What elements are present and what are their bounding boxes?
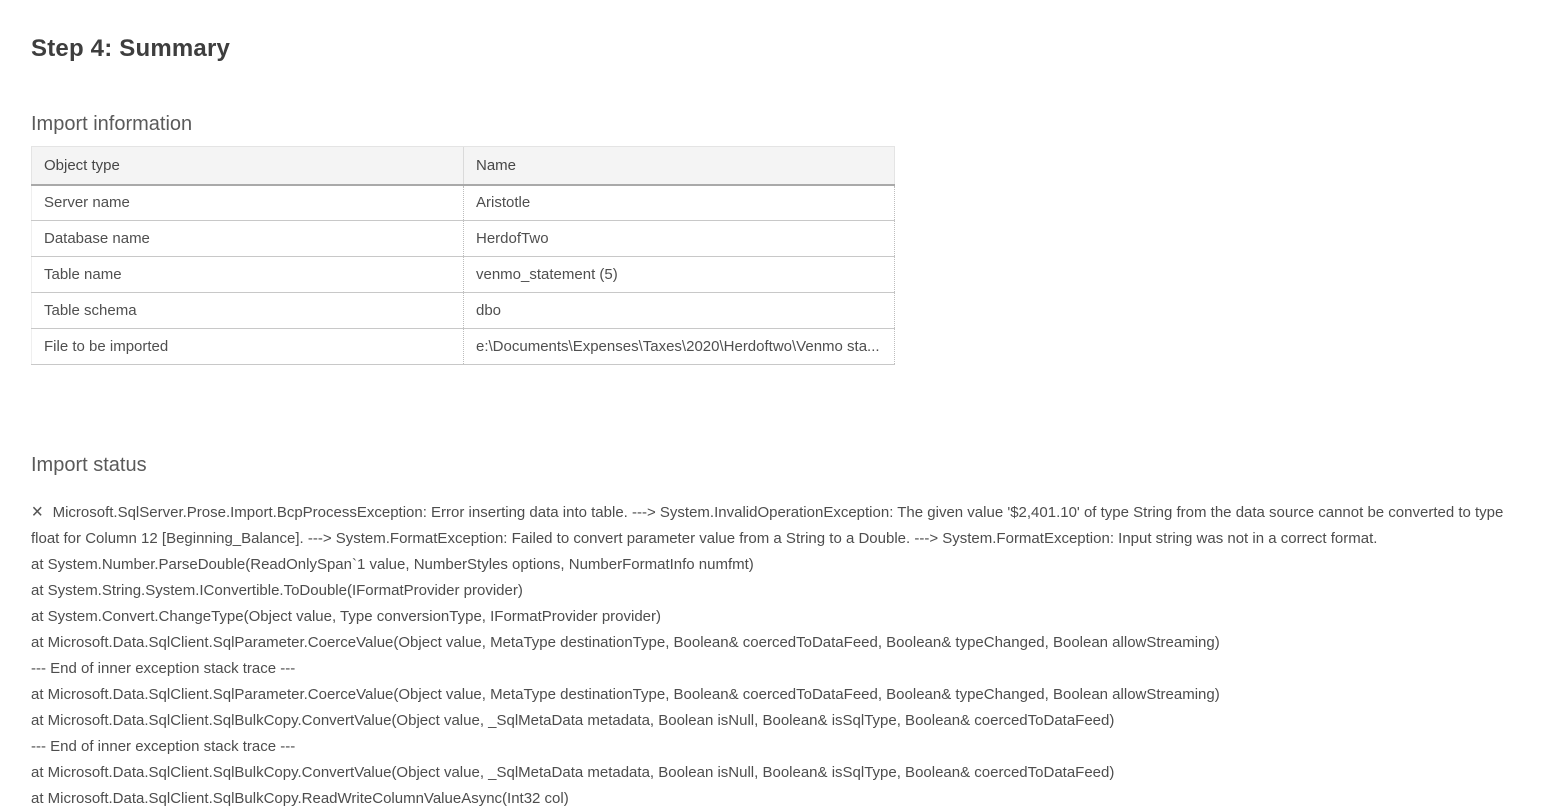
cell-name: e:\Documents\Expenses\Taxes\2020\Herdoftwo\Venmo sta... xyxy=(464,329,895,365)
import-information-table xyxy=(31,146,895,365)
stack-trace-line: at System.Number.ParseDouble(ReadOnlySpan`1 value, NumberStyles options, NumberFormatInfo numfmt) xyxy=(31,556,754,573)
import-information-heading: Import information xyxy=(31,113,193,135)
page-title: Step 4: Summary xyxy=(31,35,231,62)
cell-object-type: Server name xyxy=(32,185,464,221)
column-header-name: Name xyxy=(464,147,895,185)
cell-object-type: Table schema xyxy=(32,293,464,329)
stack-trace-line: at Microsoft.Data.SqlClient.SqlBulkCopy.ConvertValue(Object value, _SqlMetaData metadata, Boolean isNull, Boolean& isSqlType, Boolean& coercedToDataFeed) xyxy=(31,712,1115,729)
stack-trace-line: --- End of inner exception stack trace --- xyxy=(31,738,296,755)
table-row xyxy=(32,257,895,293)
cell-name: dbo xyxy=(464,293,895,329)
stack-trace-line: at Microsoft.Data.SqlClient.SqlBulkCopy.ConvertValue(Object value, _SqlMetaData metadata, Boolean isNull, Boolean& isSqlType, Boolean& coercedToDataFeed) xyxy=(31,764,1115,781)
cell-name: Aristotle xyxy=(464,185,895,221)
cell-object-type: File to be imported xyxy=(32,329,464,365)
error-cross-icon: ✕ xyxy=(31,503,44,522)
stack-trace xyxy=(31,552,1531,812)
import-status-log xyxy=(31,500,1531,812)
cell-name: venmo_statement (5) xyxy=(464,257,895,293)
import-status-heading: Import status xyxy=(31,454,147,476)
cell-name: HerdofTwo xyxy=(464,221,895,257)
stack-trace-line: --- End of inner exception stack trace --- xyxy=(31,660,296,677)
stack-trace-line: at System.String.System.IConvertible.ToDouble(IFormatProvider provider) xyxy=(31,582,523,599)
stack-trace-line: at Microsoft.Data.SqlClient.SqlBulkCopy.ReadWriteColumnValueAsync(Int32 col) xyxy=(31,790,569,807)
table-header-row xyxy=(32,147,895,185)
error-message-text: Microsoft.SqlServer.Prose.Import.BcpProcessException: Error inserting data into table. ---> System.InvalidOperationException: The given value '$2,401.10' of type String from the data source cannot be converted to type float for Column 12 [Beginning_Balance]. ---> System.FormatException: Failed to convert parameter value from a String to a Double. ---> System.FormatException: Input string was not in a correct format. xyxy=(31,504,1504,547)
stack-trace-line: at System.Convert.ChangeType(Object value, Type conversionType, IFormatProvider provider) xyxy=(31,608,662,625)
table-row xyxy=(32,185,895,221)
cell-object-type: Table name xyxy=(32,257,464,293)
table-body xyxy=(32,185,895,365)
cell-object-type: Database name xyxy=(32,221,464,257)
stack-trace-line: at Microsoft.Data.SqlClient.SqlParameter.CoerceValue(Object value, MetaType destinationType, Boolean& coercedToDataFeed, Boolean& typeChanged, Boolean allowStreaming) xyxy=(31,686,1220,703)
table-row xyxy=(32,221,895,257)
table-row xyxy=(32,293,895,329)
column-header-object-type: Object type xyxy=(32,147,464,185)
table-row xyxy=(32,329,895,365)
stack-trace-line: at Microsoft.Data.SqlClient.SqlParameter.CoerceValue(Object value, MetaType destinationType, Boolean& coercedToDataFeed, Boolean& typeChanged, Boolean allowStreaming) xyxy=(31,634,1220,651)
error-message-line xyxy=(31,500,1531,552)
